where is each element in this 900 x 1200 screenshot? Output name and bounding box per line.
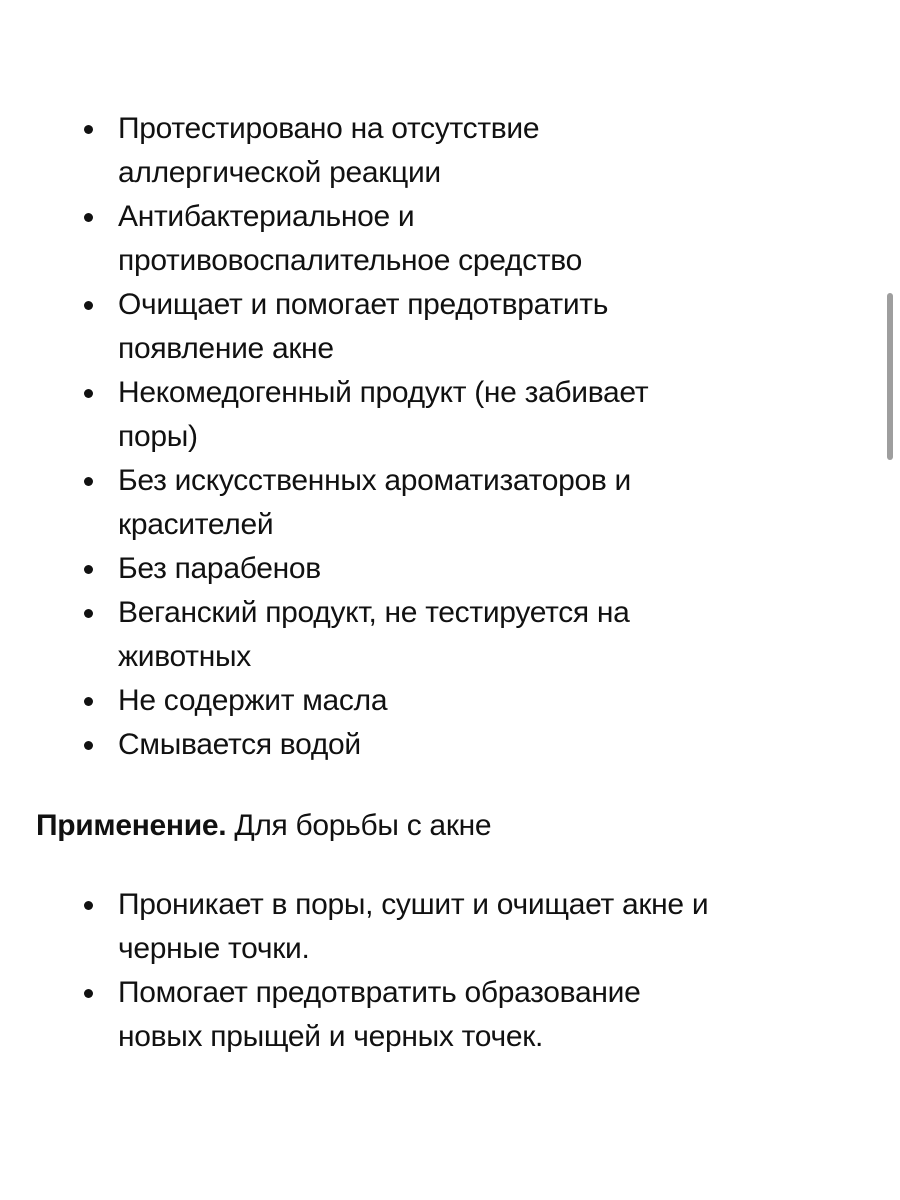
features-list: [0, 107, 648, 767]
list-item: [0, 723, 648, 767]
list-item: [0, 107, 648, 195]
usage-list: [0, 883, 708, 1059]
bullet-icon: [84, 477, 93, 486]
bullet-icon: [84, 989, 93, 998]
bullet-icon: [84, 697, 93, 706]
bullet-icon: [84, 565, 93, 574]
list-item-text: Помогает предотвратить образование: [118, 976, 641, 1009]
list-item-text: Антибактериальное и: [118, 200, 415, 233]
list-item: [0, 883, 708, 971]
list-item: [0, 371, 648, 459]
list-item-text: Проникает в поры, сушит и очищает акне и: [118, 888, 709, 921]
list-item-text: аллергической реакции: [118, 156, 441, 189]
list-item-text: Некомедогенный продукт (не забивает: [118, 376, 649, 409]
list-item-text: черные точки.: [118, 932, 310, 965]
bullet-icon: [84, 301, 93, 310]
list-item-text: поры): [118, 420, 198, 453]
list-item-text: Без искусственных ароматизаторов и: [118, 464, 632, 497]
list-item-text: Веганский продукт, не тестируется на: [118, 596, 630, 629]
bullet-icon: [84, 901, 93, 910]
list-item-text: красителей: [118, 508, 274, 541]
usage-label: Применение.: [36, 809, 227, 842]
usage-text: Для борьбы с акне: [226, 809, 492, 842]
bullet-icon: [84, 741, 93, 750]
list-item: [0, 591, 648, 679]
list-item: [0, 283, 648, 371]
list-item-text: Очищает и помогает предотвратить: [118, 288, 609, 321]
bullet-icon: [84, 389, 93, 398]
bullet-icon: [84, 213, 93, 222]
list-item-text: новых прыщей и черных точек.: [118, 1020, 544, 1053]
list-item-text: Без парабенов: [118, 552, 321, 585]
bullet-icon: [84, 125, 93, 134]
list-item-text: появление акне: [118, 332, 334, 365]
list-item-text: Протестировано на отсутствие: [118, 112, 540, 145]
list-item-text: Смывается водой: [118, 728, 361, 761]
bullet-icon: [84, 609, 93, 618]
usage-heading: [36, 804, 491, 848]
list-item: [0, 679, 648, 723]
list-item-text: противовоспалительное средство: [118, 244, 582, 277]
list-item-text: Не содержит масла: [118, 684, 388, 717]
list-item: [0, 459, 648, 547]
list-item: [0, 547, 648, 591]
list-item: [0, 971, 708, 1059]
scrollbar[interactable]: [887, 293, 893, 460]
list-item: [0, 195, 648, 283]
list-item-text: животных: [118, 640, 251, 673]
